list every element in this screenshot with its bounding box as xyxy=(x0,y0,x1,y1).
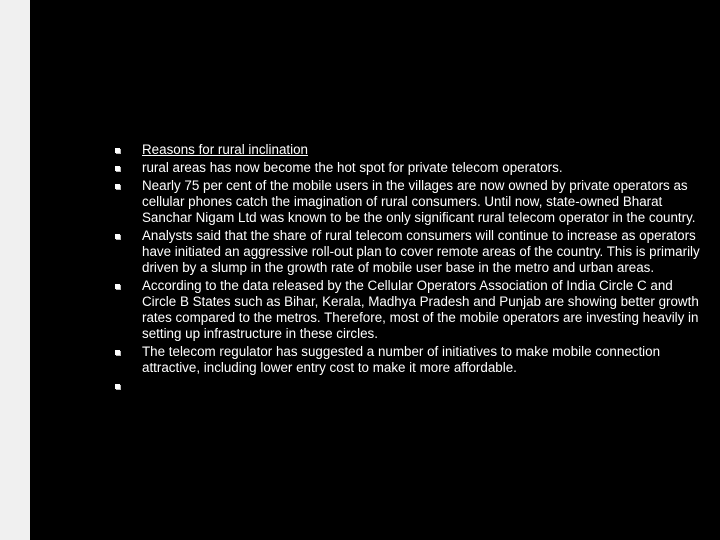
square-bullet-icon xyxy=(115,234,120,239)
square-bullet-icon xyxy=(115,148,120,153)
bullet-item xyxy=(110,278,710,342)
square-bullet-icon xyxy=(115,184,120,189)
bullet-item xyxy=(110,344,710,376)
square-bullet-icon xyxy=(115,384,120,389)
bullet-text: rural areas has now become the hot spot for private telecom operators. xyxy=(142,160,563,175)
left-margin-strip xyxy=(0,0,30,540)
bullet-text: The telecom regulator has suggested a number of initiatives to make mobile connection attractive, including lower entry cost to make it more affordable. xyxy=(142,344,661,375)
bullet-text: Analysts said that the share of rural telecom consumers will continue to increase as operators have initiated an aggressive roll-out plan to cover remote areas of the country. This is primarily driven by a slump in the growth rate of mobile user base in the metro and urban areas. xyxy=(142,228,700,275)
bullet-item-empty xyxy=(110,378,710,394)
square-bullet-icon xyxy=(115,166,120,171)
bullet-item-heading xyxy=(110,142,710,158)
title-accent-bar xyxy=(47,52,60,82)
square-bullet-icon xyxy=(115,284,120,289)
square-bullet-icon xyxy=(115,350,120,355)
bullet-text: Nearly 75 per cent of the mobile users in the villages are now owned by private operators as cellular phones catch the imagination of rural consumers. Until now, state-owned Bharat Sanchar Nigam Ltd was known to be the only significant rural telecom operator in the country. xyxy=(142,178,696,225)
bullet-item xyxy=(110,160,710,176)
bullet-text: According to the data released by the Cellular Operators Association of India Circle C and Circle B States such as Bihar, Kerala, Madhya Pradesh and Punjab are showing better growth rates compared to the metros. Therefore, most of the mobile operators are investing heavily in setting up infrastructure in these circles. xyxy=(142,278,699,341)
bullet-heading-text: Reasons for rural inclination xyxy=(142,142,308,157)
bullet-list xyxy=(110,142,710,396)
slide xyxy=(30,0,720,540)
bullet-item xyxy=(110,178,710,226)
bullet-item xyxy=(110,228,710,276)
